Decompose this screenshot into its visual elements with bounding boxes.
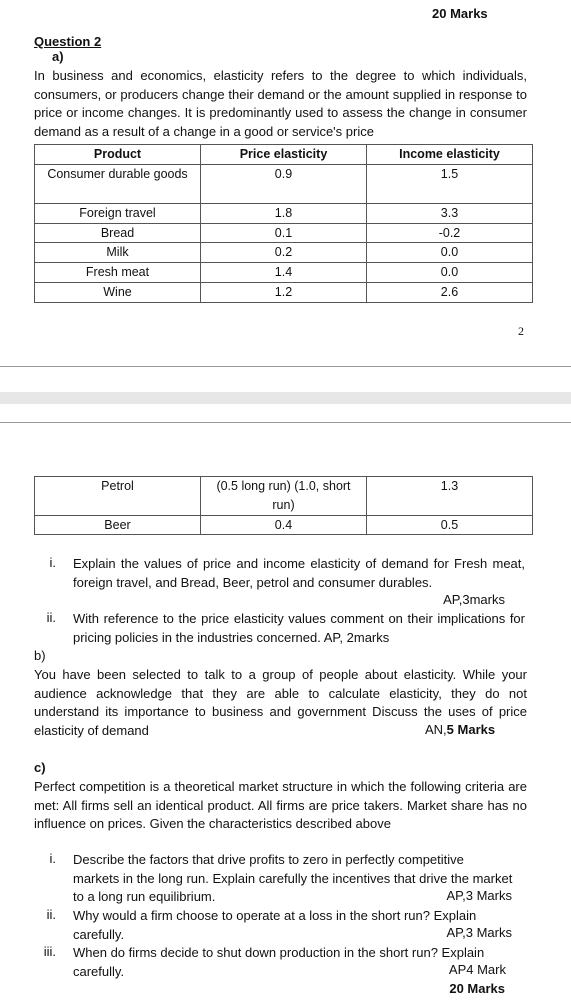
header-price-elasticity: Price elasticity (201, 145, 367, 165)
item-number: i. (49, 851, 56, 866)
part-a-item-i: Explain the values of price and income elasticity of demand for Fresh meat, foreign travel, and Bread, Beer, petrol and consumer durables. (73, 556, 525, 590)
marks-value: 5 Marks (446, 722, 496, 737)
table-row (35, 515, 533, 535)
page-gap (0, 392, 571, 404)
part-b-paragraph: You have been selected to talk to a group of people about elasticity. While your audience acknowledge that they are able to calculate elasticity, they do not understand its importance to business and government Discuss the uses of price elasticity of demand (34, 667, 527, 738)
product-cell: Foreign travel (35, 203, 201, 223)
intro-paragraph: In business and economics, elasticity refers to the degree to which individuals, consumers, or producers change their demand or the amount supplied in response to price or income changes. It is predominantly used to assess the change in consumer demand as a result of a change in a good or service's price (34, 68, 527, 139)
table-row (35, 223, 533, 243)
page-number: 2 (518, 324, 524, 338)
part-c-item-iii: When do firms decide to shut down production in the short run? Explain carefully. (73, 945, 485, 979)
header-product: Product (35, 145, 201, 165)
price-elasticity-cell: 0.2 (201, 243, 367, 263)
marks-label: AP,3 Marks (446, 888, 512, 903)
part-b-marks (425, 722, 495, 737)
product-cell: Wine (35, 282, 201, 302)
part-b-label: b) (34, 648, 46, 663)
product-cell: Consumer durable goods (35, 164, 201, 203)
header-income-elasticity: Income elasticity (367, 145, 533, 165)
income-elasticity-cell: 1.5 (367, 164, 533, 203)
product-cell: Milk (35, 243, 201, 263)
price-elasticity-cell: 1.4 (201, 263, 367, 283)
product-cell: Fresh meat (35, 263, 201, 283)
income-elasticity-cell: 0.0 (367, 263, 533, 283)
price-elasticity-cell: 1.8 (201, 203, 367, 223)
item-number: iii. (43, 944, 56, 959)
marks-label: AP4 Mark (448, 962, 506, 977)
total-marks-footer: 20 Marks (449, 981, 505, 996)
table-row (35, 243, 533, 263)
question-title: Question 2 (34, 34, 102, 49)
elasticity-table (34, 144, 533, 303)
page-break-line (0, 366, 571, 367)
page-break-line (0, 422, 571, 423)
price-elasticity-cell: 0.1 (201, 223, 367, 243)
income-elasticity-cell: 0.0 (367, 243, 533, 263)
income-elasticity-cell: 0.5 (367, 515, 533, 535)
part-c-label: c) (34, 760, 46, 775)
product-cell: Bread (35, 223, 201, 243)
income-elasticity-cell: -0.2 (367, 223, 533, 243)
marks-prefix: AN, (425, 722, 447, 737)
price-elasticity-cell: (0.5 long run) (1.0, short run) (201, 477, 367, 516)
part-a-label: a) (52, 49, 64, 64)
price-elasticity-cell: 1.2 (201, 282, 367, 302)
table-row (35, 282, 533, 302)
table-row (35, 477, 533, 516)
part-a-item-ii: With reference to the price elasticity values comment on their implications for pricing policies in the industries concerned. AP, 2marks (73, 611, 525, 645)
income-elasticity-cell: 3.3 (367, 203, 533, 223)
income-elasticity-cell: 2.6 (367, 282, 533, 302)
table-row (35, 164, 533, 203)
price-elasticity-cell: 0.9 (201, 164, 367, 203)
item-number: ii. (46, 907, 56, 922)
marks-label: AP,3 Marks (446, 925, 512, 940)
product-cell: Petrol (35, 477, 201, 516)
part-c-item-ii: Why would a firm choose to operate at a loss in the short run? Explain carefully. (73, 908, 477, 942)
product-cell: Beer (35, 515, 201, 535)
table-row (35, 263, 533, 283)
elasticity-table-continued (34, 476, 533, 535)
part-c-paragraph: Perfect competition is a theoretical market structure in which the following criteria are met: All firms sell an identical product. All firms are price takers. Market share has no influence on prices. Given the characteristics described above (34, 779, 527, 831)
price-elasticity-cell: 0.4 (201, 515, 367, 535)
income-elasticity-cell: 1.3 (367, 477, 533, 516)
item-number: ii. (46, 610, 56, 625)
part-c-item-i: Describe the factors that drive profits to zero in perfectly competitive markets in the long run. Explain carefully the incentives that drive the market to a long run equilibrium. (73, 852, 513, 904)
marks-label: AP,3marks (443, 592, 505, 607)
table-row (35, 203, 533, 223)
total-marks-header: 20 Marks (432, 6, 488, 21)
item-number: i. (49, 555, 56, 570)
